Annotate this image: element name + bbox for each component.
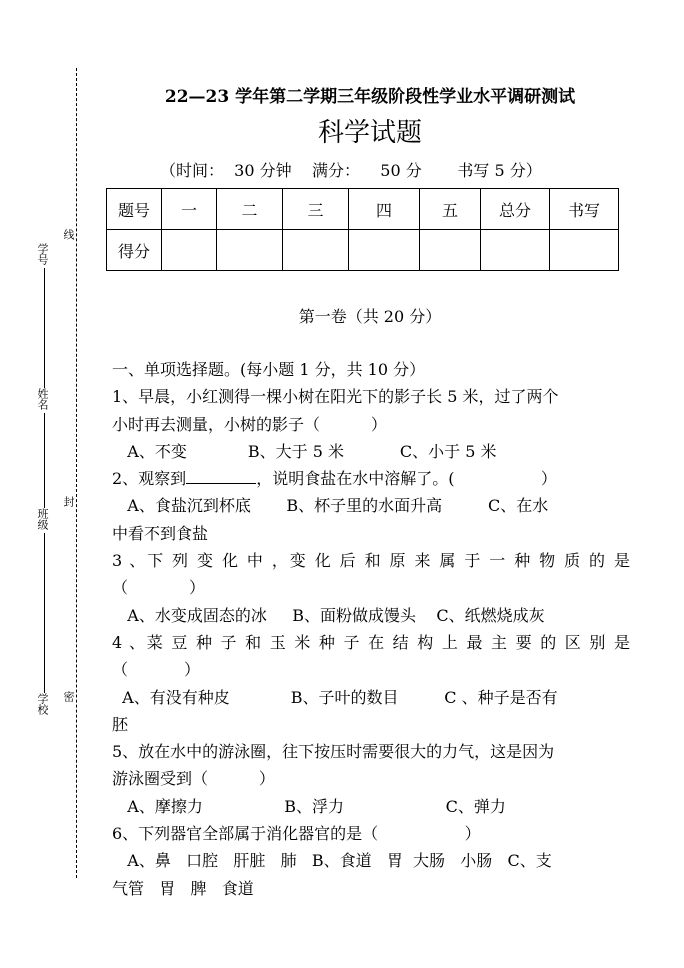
score-header-cell: 四	[349, 189, 420, 230]
question-4-options-cont: 胚	[112, 714, 129, 734]
score-header-cell: 三	[283, 189, 349, 230]
binding-dashed-line	[76, 68, 77, 878]
question-6-options-cont: 气管 胃 脾 食道	[112, 878, 254, 898]
score-cell	[162, 230, 217, 271]
section-title: 第一卷（共 20 分）	[298, 307, 442, 326]
binding-underline-class	[44, 533, 45, 693]
score-header-cell: 总分	[481, 189, 550, 230]
question-5-line: 5、放在水中的游泳圈，往下按压时需要很大的力气，这是因为	[112, 742, 555, 762]
score-cell	[481, 230, 550, 271]
binding-mark-seal: 封	[62, 496, 75, 507]
question-5-options: A、摩擦力 B、浮力 C、弹力	[112, 796, 506, 816]
question-2-options-cont: 中看不到食盐	[112, 523, 209, 543]
binding-mark-line: 线	[62, 229, 75, 240]
question-4-options: A、有没有种皮 B、子叶的数目 C 、种子是否有	[112, 687, 558, 707]
question-4-line: （ ）	[112, 660, 200, 680]
question-1-line: 1、早晨，小红测得一棵小树在阳光下的影子长 5 米，过了两个	[112, 387, 559, 407]
binding-underline-student-id	[44, 268, 45, 388]
section-heading: 一、单项选择题。(每小题 1 分，共 10 分）	[112, 360, 426, 379]
binding-mark-secret: 密	[62, 691, 75, 702]
score-cell	[217, 230, 283, 271]
binding-label-name: 姓名	[36, 388, 49, 410]
question-1-line: 小时再去测量，小树的影子（ ）	[112, 414, 387, 434]
score-table-header-row	[107, 189, 619, 230]
question-4-line: 4 、菜 豆 种 子 和 玉 米 种 子 在 结 构 上 最 主 要 的 区 别 是	[112, 632, 630, 652]
question-3-options: A、水变成固态的冰 B、面粉做成馒头 C、纸燃烧成灰	[112, 605, 545, 625]
question-3-line: 3 、下 列 变 化 中 ，变 化 后 和 原 来 属 于 一 种 物 质 的 是	[112, 551, 630, 571]
score-table	[106, 188, 619, 271]
score-header-cell: 一	[162, 189, 217, 230]
exam-title: 科学试题	[317, 118, 422, 148]
exam-subtitle: 22—23 学年第二学期三年级阶段性学业水平调研测试	[164, 87, 576, 107]
score-header-cell: 书写	[550, 189, 619, 230]
question-6-options: A、鼻 口腔 肝脏 肺 B、食道 胃 大肠 小肠 C、支	[112, 851, 552, 871]
binding-label-student-id: 学号	[36, 243, 49, 265]
question-2-blank	[186, 465, 256, 484]
binding-label-class: 班级	[36, 508, 49, 530]
question-6-line: 6、下列器官全部属于消化器官的是（ ）	[112, 824, 481, 844]
question-2-line	[112, 465, 630, 492]
score-cell	[550, 230, 619, 271]
question-2-stem-b: ，说明食盐在水中溶解了。( ）	[256, 469, 557, 489]
binding-underline-name	[44, 413, 45, 508]
score-header-cell: 五	[420, 189, 481, 230]
score-header-cell: 题号	[107, 189, 162, 230]
score-table-score-row	[107, 230, 619, 271]
question-1-options: A、不变 B、大于 5 米 C、小于 5 米	[112, 441, 497, 461]
score-cell	[283, 230, 349, 271]
question-5-line: 游泳圈受到（ ）	[112, 769, 275, 789]
exam-info: （时间： 30 分钟 满分： 50 分 书写 5 分）	[160, 161, 542, 180]
score-row-label: 得分	[107, 230, 162, 271]
score-cell	[349, 230, 420, 271]
score-header-cell: 二	[217, 189, 283, 230]
question-3-line: （ ）	[112, 578, 206, 598]
question-2-stem-a: 2、观察到	[112, 469, 187, 489]
binding-label-school: 学校	[36, 693, 49, 715]
score-cell	[420, 230, 481, 271]
question-2-options: A、食盐沉到杯底 B、杯子里的水面升高 C、在水	[112, 496, 549, 516]
question-body	[112, 356, 630, 902]
